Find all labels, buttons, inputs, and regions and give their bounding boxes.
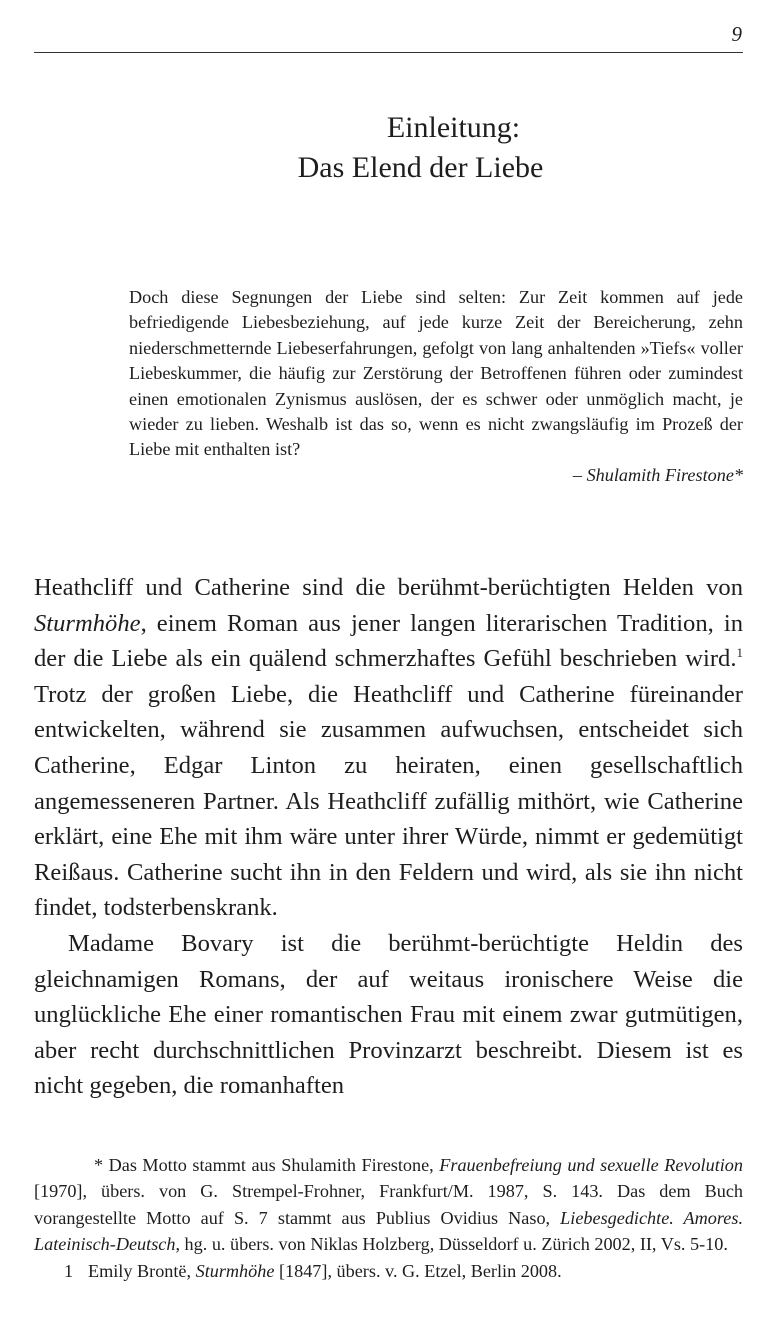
epigraph-quote: Doch diese Segnungen der Liebe sind selten: Zur Zeit kommen auf jede befriedigende Liebesbeziehung, auf jede kurze Zeit der Bereicherung, zehn niederschmetternde Liebeserfahrungen, gefolgt von lang anhaltenden »Tiefs« voller Liebeskummer, die häufig zur Zerstörung der Betroffenen führen oder zumindest einen emotionalen Zynismus auslösen, der es schwer oder unmöglich macht, je wieder zu lieben. Weshalb ist das so, wenn es nicht zwangsläufig im Prozeß der Liebe mit enthalten ist? xyxy=(129,287,743,460)
footnote-star-title-1: Frauenbefreiung und sexuelle Revolution xyxy=(439,1155,743,1175)
body-p1-text-b: , einem Roman aus jener langen literarischen Tradition, in der die Liebe als ein quälend schmerzhaftes Gefühl beschrieben wird. xyxy=(34,609,743,673)
footnote-1-text-b: [1847], übers. v. G. Etzel, Berlin 2008. xyxy=(274,1260,562,1281)
epigraph-attribution: – Shulamith Firestone* xyxy=(572,464,743,485)
body-p1-text-c: Trotz der großen Liebe, die Heathcliff und Catherine füreinander entwickelten, während sie zusammen aufwuchsen, entscheidet sich Catherine, Edgar Linton zu heiraten, einen gesellschaftlich angemesseneren Partner. Als Heathcliff zufällig mithört, wie Catherine erklärt, eine Ehe mit ihm wäre unter ihrer Würde, nimmt er gedemütigt Reißaus. Catherine sucht ihn in den Feldern und wird, als sie ihn nicht findet, todsterbenskrank. xyxy=(34,680,743,922)
header-rule xyxy=(34,52,743,53)
body-text xyxy=(34,570,743,1104)
footnote-1-title: Sturmhöhe xyxy=(195,1260,275,1281)
footnote-star xyxy=(34,1152,743,1258)
footnote-1-marker: 1 xyxy=(64,1260,74,1281)
footnote-star-text-c: , hg. u. übers. von Niklas Holzberg, Düsseldorf u. Zürich 2002, II, Vs. 5-10. xyxy=(175,1234,728,1255)
book-title-sturmhoehe: Sturmhöhe xyxy=(34,609,141,637)
chapter-title-line-1: Einleitung: xyxy=(386,111,521,144)
footnote-star-marker: * xyxy=(94,1155,104,1175)
footnotes xyxy=(34,1152,743,1284)
footnote-star-text-a: Das Motto stammt aus Shulamith Firestone, xyxy=(103,1155,440,1175)
epigraph xyxy=(129,285,743,488)
body-paragraph-2: Madame Bovary ist die berühmt-berüchtigte Heldin des gleichnamigen Romans, der auf weitaus ironischere Weise die unglückliche Ehe einer romantischen Frau mit einem zwar gutmütigen, aber recht durchschnittlichen Provinzarzt beschreibt. Diesem ist es nicht gegeben, die romanhaften xyxy=(34,929,743,1100)
page-number: 9 xyxy=(731,22,742,46)
footnote-star-text-b: [1970], übers. von G. Strempel-Frohner, Frankfurt/M. 1987, S. 143. Das dem Buch vorangestellte Motto auf S. 7 stammt aus Publius Ovidius Naso, xyxy=(34,1181,743,1228)
chapter-title xyxy=(34,108,743,188)
body-p1-text-a: Heathcliff und Catherine sind die berühmt-berüchtigten Helden von xyxy=(34,574,743,601)
footnote-1-text-a: Emily Brontë, xyxy=(88,1260,196,1281)
footnote-reference-1[interactable]: 1 xyxy=(736,645,743,660)
body-paragraph-1 xyxy=(34,570,743,926)
chapter-title-line-2: Das Elend der Liebe xyxy=(297,151,544,184)
footnote-star-title-2: Liebesgedichte. Amores. Lateinisch-Deutsch xyxy=(34,1207,743,1255)
footnote-1 xyxy=(34,1258,743,1284)
